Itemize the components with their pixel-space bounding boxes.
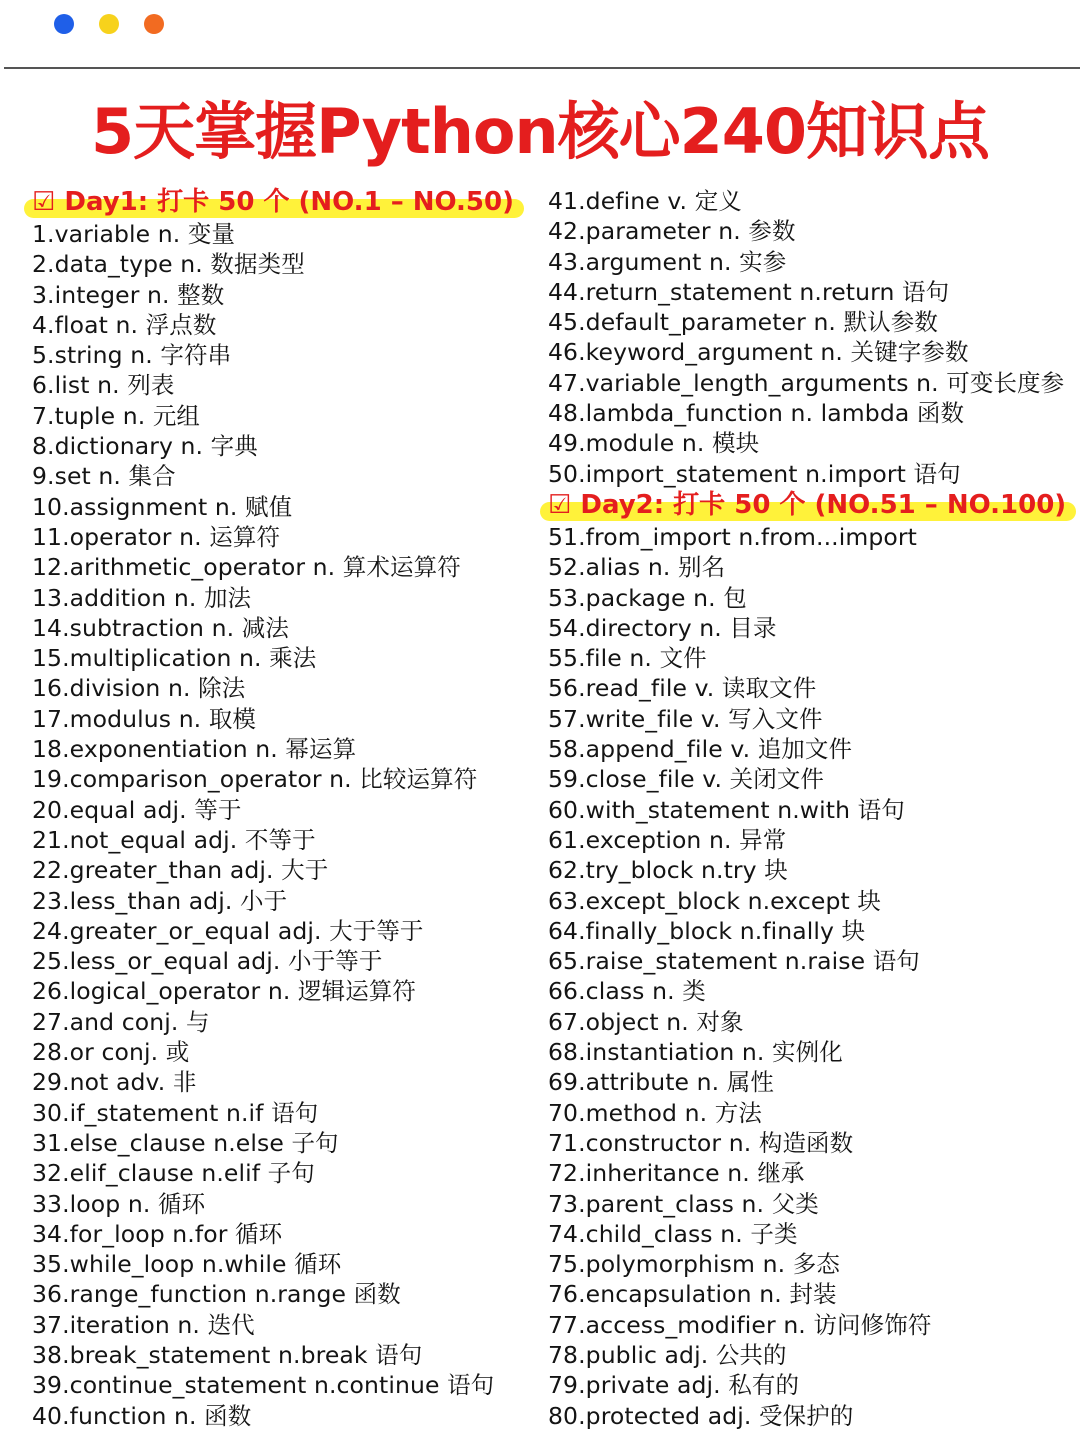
vocab-item: 9.set n. 集合 <box>32 462 176 491</box>
day1-header-text: ☑ Day1: 打卡 50 个 (NO.1 – NO.50) <box>32 187 514 217</box>
vocab-item: 5.string n. 字符串 <box>32 341 232 370</box>
vocab-item: 79.private adj. 私有的 <box>548 1371 800 1400</box>
vocab-item: 15.multiplication n. 乘法 <box>32 644 317 673</box>
vocab-item: 37.iteration n. 迭代 <box>32 1310 255 1339</box>
vocab-item: 77.access_modifier n. 访问修饰符 <box>548 1310 932 1339</box>
day1-list-part2 <box>540 186 1080 489</box>
day2-header <box>540 489 1076 521</box>
vocab-item: 47.variable_length_arguments n. 可变长度参 <box>548 368 1065 397</box>
vocab-item: 36.range_function n.range 函数 <box>32 1280 401 1309</box>
vocab-item: 71.constructor n. 构造函数 <box>548 1128 854 1157</box>
vocab-item: 68.instantiation n. 实例化 <box>548 1038 843 1067</box>
vocab-item: 6.list n. 列表 <box>32 371 175 400</box>
vocab-item: 8.dictionary n. 字典 <box>32 432 258 461</box>
vocab-item: 53.package n. 包 <box>548 583 747 612</box>
vocab-item: 26.logical_operator n. 逻辑运算符 <box>32 977 416 1006</box>
window-titlebar <box>0 0 1080 68</box>
vocab-item: 29.not adv. 非 <box>32 1068 197 1097</box>
vocab-item: 32.elif_clause n.elif 子句 <box>32 1159 315 1188</box>
day2-header-text: ☑ Day2: 打卡 50 个 (NO.51 – NO.100) <box>548 489 1067 520</box>
page-title: 5天掌握Python核心240知识点 <box>90 95 990 168</box>
vocab-item: 61.exception n. 异常 <box>548 825 787 854</box>
vocab-item: 22.greater_than adj. 大于 <box>32 856 329 885</box>
vocab-item: 39.continue_statement n.continue 语句 <box>32 1371 495 1400</box>
vocab-item: 76.encapsulation n. 封装 <box>548 1280 837 1309</box>
vocab-item: 14.subtraction n. 减法 <box>32 613 289 642</box>
vocab-item: 23.less_than adj. 小于 <box>32 886 288 915</box>
vocab-item: 3.integer n. 整数 <box>32 280 225 309</box>
vocab-item: 64.finally_block n.finally 块 <box>548 916 866 945</box>
vocab-item: 34.for_loop n.for 循环 <box>32 1219 283 1248</box>
vocab-item: 18.exponentiation n. 幂运算 <box>32 735 357 764</box>
vocab-item: 25.less_or_equal adj. 小于等于 <box>32 947 383 976</box>
vocab-item: 48.lambda_function n. lambda 函数 <box>548 399 965 428</box>
vocab-item: 72.inheritance n. 继承 <box>548 1159 805 1188</box>
vocab-item: 11.operator n. 运算符 <box>32 522 281 551</box>
titlebar-divider <box>4 67 1080 69</box>
vocab-item: 56.read_file v. 读取文件 <box>548 674 817 703</box>
vocab-item: 45.default_parameter n. 默认参数 <box>548 308 938 337</box>
vocab-item: 41.define v. 定义 <box>548 187 742 215</box>
vocab-item: 49.module n. 模块 <box>548 429 760 458</box>
vocab-item: 80.protected adj. 受保护的 <box>548 1401 854 1430</box>
right-column <box>540 186 1080 1431</box>
vocab-item: 40.function n. 函数 <box>32 1401 252 1430</box>
vocab-item: 58.append_file v. 追加文件 <box>548 735 853 764</box>
maximize-dot-icon[interactable] <box>144 14 164 34</box>
vocab-item: 30.if_statement n.if 语句 <box>32 1098 319 1127</box>
vocab-item: 46.keyword_argument n. 关键字参数 <box>548 338 969 367</box>
vocab-item: 10.assignment n. 赋值 <box>32 492 293 521</box>
vocab-item: 63.except_block n.except 块 <box>548 886 881 915</box>
left-column <box>24 186 534 1431</box>
vocab-item: 67.object n. 对象 <box>548 1007 744 1036</box>
vocab-item: 44.return_statement n.return 语句 <box>548 277 950 306</box>
vocab-item: 16.division n. 除法 <box>32 674 246 703</box>
vocab-item: 12.arithmetic_operator n. 算术运算符 <box>32 553 461 582</box>
vocab-item: 59.close_file v. 关闭文件 <box>548 765 825 794</box>
vocab-item: 21.not_equal adj. 不等于 <box>32 825 316 854</box>
vocab-item: 2.data_type n. 数据类型 <box>32 250 305 279</box>
vocab-item: 28.or conj. 或 <box>32 1038 190 1067</box>
vocab-item: 24.greater_or_equal adj. 大于等于 <box>32 916 424 945</box>
vocab-item: 57.write_file v. 写入文件 <box>548 704 823 733</box>
vocab-item: 42.parameter n. 参数 <box>548 217 796 246</box>
day1-list-part1 <box>24 219 534 1431</box>
vocab-item: 62.try_block n.try 块 <box>548 856 788 885</box>
vocab-item: 66.class n. 类 <box>548 977 706 1006</box>
vocab-item: 55.file n. 文件 <box>548 644 707 673</box>
vocab-item: 70.method n. 方法 <box>548 1098 762 1127</box>
vocab-item: 51.from_import n.from...import <box>548 522 917 551</box>
day1-header <box>24 186 524 218</box>
vocab-item: 54.directory n. 目录 <box>548 613 777 642</box>
vocab-item: 75.polymorphism n. 多态 <box>548 1250 840 1279</box>
vocab-item: 60.with_statement n.with 语句 <box>548 795 905 824</box>
vocab-item: 27.and conj. 与 <box>32 1007 210 1036</box>
vocab-item: 52.alias n. 别名 <box>548 553 726 582</box>
vocab-item: 69.attribute n. 属性 <box>548 1068 774 1097</box>
vocab-item: 1.variable n. 变量 <box>32 220 236 248</box>
day2-list <box>540 522 1080 1431</box>
vocab-item: 50.import_statement n.import 语句 <box>548 459 961 488</box>
vocab-item: 17.modulus n. 取模 <box>32 704 257 733</box>
vocab-item: 19.comparison_operator n. 比较运算符 <box>32 765 478 794</box>
vocab-item: 74.child_class n. 子类 <box>548 1219 798 1248</box>
minimize-dot-icon[interactable] <box>99 14 119 34</box>
vocab-item: 65.raise_statement n.raise 语句 <box>548 947 920 976</box>
vocab-item: 4.float n. 浮点数 <box>32 310 217 339</box>
vocab-item: 7.tuple n. 元组 <box>32 401 201 430</box>
vocab-item: 31.else_clause n.else 子句 <box>32 1128 339 1157</box>
vocab-item: 78.public adj. 公共的 <box>548 1340 787 1369</box>
vocab-item: 35.while_loop n.while 循环 <box>32 1250 342 1279</box>
vocab-item: 20.equal adj. 等于 <box>32 795 242 824</box>
vocab-item: 13.addition n. 加法 <box>32 583 252 612</box>
vocab-item: 33.loop n. 循环 <box>32 1189 206 1218</box>
vocab-item: 43.argument n. 实参 <box>548 247 787 276</box>
vocab-item: 38.break_statement n.break 语句 <box>32 1340 423 1369</box>
close-dot-icon[interactable] <box>54 14 74 34</box>
vocab-item: 73.parent_class n. 父类 <box>548 1189 819 1218</box>
